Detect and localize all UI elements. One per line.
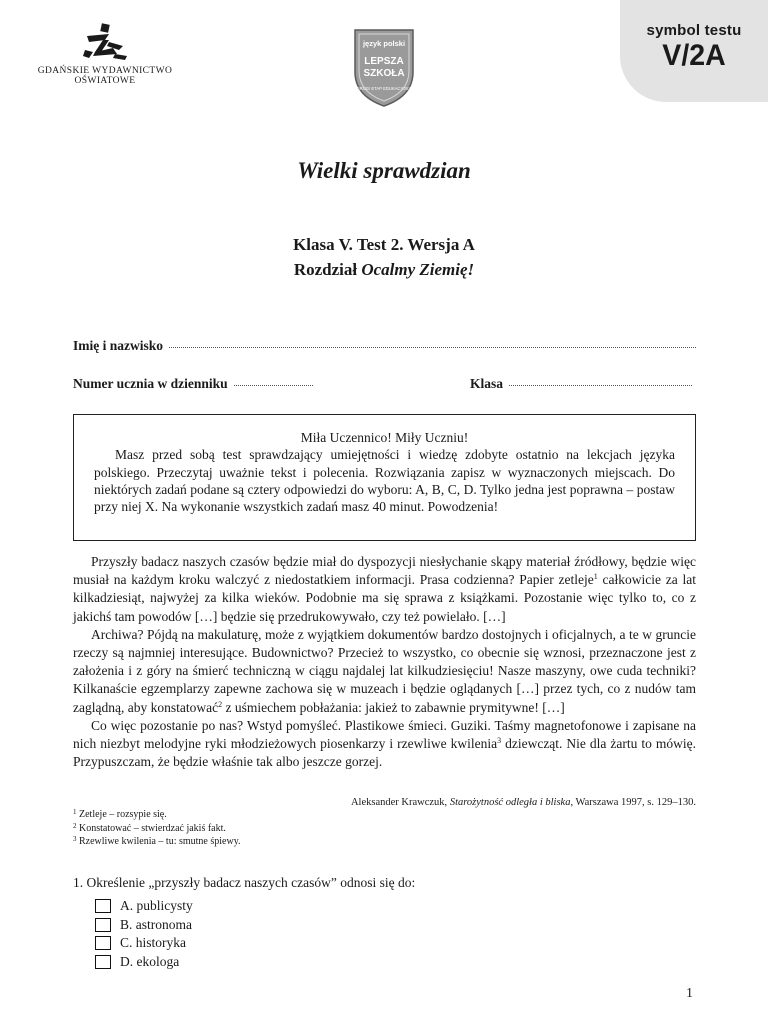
question-1-text: 1. Określenie „przyszły badacz naszych czasów” odnosi się do: — [73, 875, 416, 890]
publisher-emblem-icon — [79, 22, 131, 62]
series-shield-logo — [349, 26, 419, 108]
footnote-text: Konstatować – stwierdzać jakiś fakt. — [76, 822, 226, 834]
series-logo-mid1-text: LEPSZA — [364, 56, 404, 67]
footnote-text: Rzewliwe kwilenia – tu: smutne śpiewy. — [76, 836, 241, 847]
passage-paragraph — [73, 553, 696, 626]
student-name-input-line[interactable] — [169, 347, 696, 348]
student-name-label: Imię i nazwisko — [73, 338, 164, 353]
instructions-box — [73, 414, 696, 541]
reading-passage — [73, 553, 696, 771]
chapter-name: Ocalmy Ziemię! — [361, 260, 475, 279]
answer-d-label: D. ekologa — [120, 953, 180, 969]
class-field — [470, 376, 692, 392]
instructions-greeting: Miła Uczennico! Miły Uczniu! — [300, 430, 469, 445]
footnotes — [73, 808, 241, 849]
footnote — [73, 822, 241, 836]
test-symbol-value: V/2A — [662, 39, 726, 72]
instructions-text: Masz przed sobą test sprawdzający umiejętności i wiedzę zdobyte ostatnio na lekcjach języka polskiego. Przeczytaj uważnie tekst i polecenia. Rozwiązania zapisz w wyznaczonych miejscach. Do niektórych zadań podane są cztery odpowiedzi do wyboru: A, B, C, D. Tylko jedna jest poprawna – postaw przy niej X. Na wykonanie wszystkich zadań masz 40 minut. Powodzenia! — [94, 447, 675, 515]
publisher-name-line2: OŚWIATOWE — [74, 76, 136, 86]
footnote-number: 3 — [73, 835, 77, 843]
answer-b-checkbox[interactable] — [95, 918, 111, 932]
test-subtitle: Klasa V. Test 2. Wersja A — [293, 235, 475, 254]
page-number: 1 — [686, 986, 693, 1001]
publisher-name-line1: GDAŃSKIE WYDAWNICTWO — [37, 66, 173, 76]
passage-text: dziewcząt. Nie dla żartu to mówię. Przypuszczam, że będzie właśnie tak albo jeszcze gorzej. — [73, 736, 696, 770]
passage-paragraph — [73, 717, 696, 772]
chapter-label: Rozdział — [293, 260, 358, 279]
passage-source — [300, 797, 696, 808]
answer-d-checkbox[interactable] — [95, 955, 111, 969]
series-logo-mid2-text: SZKOŁA — [363, 68, 405, 79]
source-book-title: Starożytność odległa i bliska — [449, 797, 571, 808]
passage-text: Archiwa? Pójdą na makulaturę, może z wyjątkiem dokumentów bardzo dostojnych i oficjalnych, a te w gruncie rzeczy są najmniej interesujące. Budownictwo? Przecież to wszystko, co obecnie się wznosi, przeznaczone jest z założenia i z góry na śmierć techniczną w ciągu najdalej lat kilkudziesięciu! Nasze maszyny, owe cuda techniki? Kilkanaście egzemplarzy zapewne zachowa się w muzeach i będzie oglądanych […] przez tych, co z nudów tam zaglądną, aby konstatować — [73, 626, 696, 715]
student-number-field — [73, 376, 313, 392]
footnote-ref: 3 — [497, 736, 502, 746]
class-label: Klasa — [470, 376, 504, 391]
footnote-ref: 1 — [593, 572, 598, 582]
footnote — [73, 835, 241, 849]
footnote-number: 1 — [73, 808, 77, 816]
passage-text: Co więc pozostanie po nas? Wstyd pomyśleć. Plastikowe śmieci. Guziki. Taśmy magnetofonowe i zapisane na nich niezbyt melodyjne ryki młodzieżowych piosenkarzy i rzewliwe kwilenia — [73, 717, 696, 752]
question-1-options — [95, 897, 193, 971]
answer-c-checkbox[interactable] — [95, 936, 111, 950]
answer-option-b — [95, 916, 193, 935]
passage-text: całkowicie za lat kilkadziesiąt, najwyżej za kilka wieków. Podobnie ma się sprawa z książkami. Pozostanie więc tylko to, co z jakichś tam powodów […] będzie się przedrukowywało, czy też powielało. […] — [73, 572, 696, 624]
passage-text: z uśmiechem pobłażania: jakież to zabawnie prymitywne! […] — [222, 699, 565, 715]
test-symbol-label: symbol testu — [646, 22, 742, 39]
answer-option-a — [95, 897, 193, 916]
answer-c-label: C. historyka — [120, 935, 186, 951]
source-details: , Warszawa 1997, s. 129–130. — [570, 797, 696, 808]
footnote-text: Zetleje – rozsypie się. — [76, 809, 167, 820]
page-title: Wielki sprawdzian — [297, 158, 471, 183]
source-author: Aleksander Krawczuk, — [350, 797, 450, 808]
class-input-line[interactable] — [509, 385, 692, 386]
chapter-subtitle — [0, 260, 768, 280]
student-number-label: Numer ucznia w dzienniku — [73, 376, 228, 391]
student-number-input-line[interactable] — [234, 385, 313, 386]
answer-option-d — [95, 953, 193, 972]
passage-text: Przyszły badacz naszych czasów będzie miał do dyspozycji niesłychanie skąpy materiał źródłowy, będzie więc musiał na każdym kroku walczyć z niedostatkiem informacji. Prasa codzienna? Papier zetleje — [73, 554, 696, 588]
footnote-ref: 2 — [218, 699, 223, 709]
passage-paragraph — [73, 626, 696, 717]
answer-a-label: A. publicysty — [120, 898, 193, 914]
footnote-number: 2 — [73, 821, 77, 830]
series-logo-top-text: język polski — [362, 39, 406, 48]
answer-a-checkbox[interactable] — [95, 899, 111, 913]
student-name-field — [73, 338, 696, 354]
footnote — [73, 808, 241, 822]
publisher-logo — [30, 22, 180, 86]
series-logo-bottom-text: DRUGI ETAP EDUKACYJNY — [356, 86, 412, 91]
answer-option-c — [95, 934, 193, 953]
test-symbol-tab — [620, 0, 768, 102]
answer-b-label: B. astronoma — [120, 916, 192, 932]
